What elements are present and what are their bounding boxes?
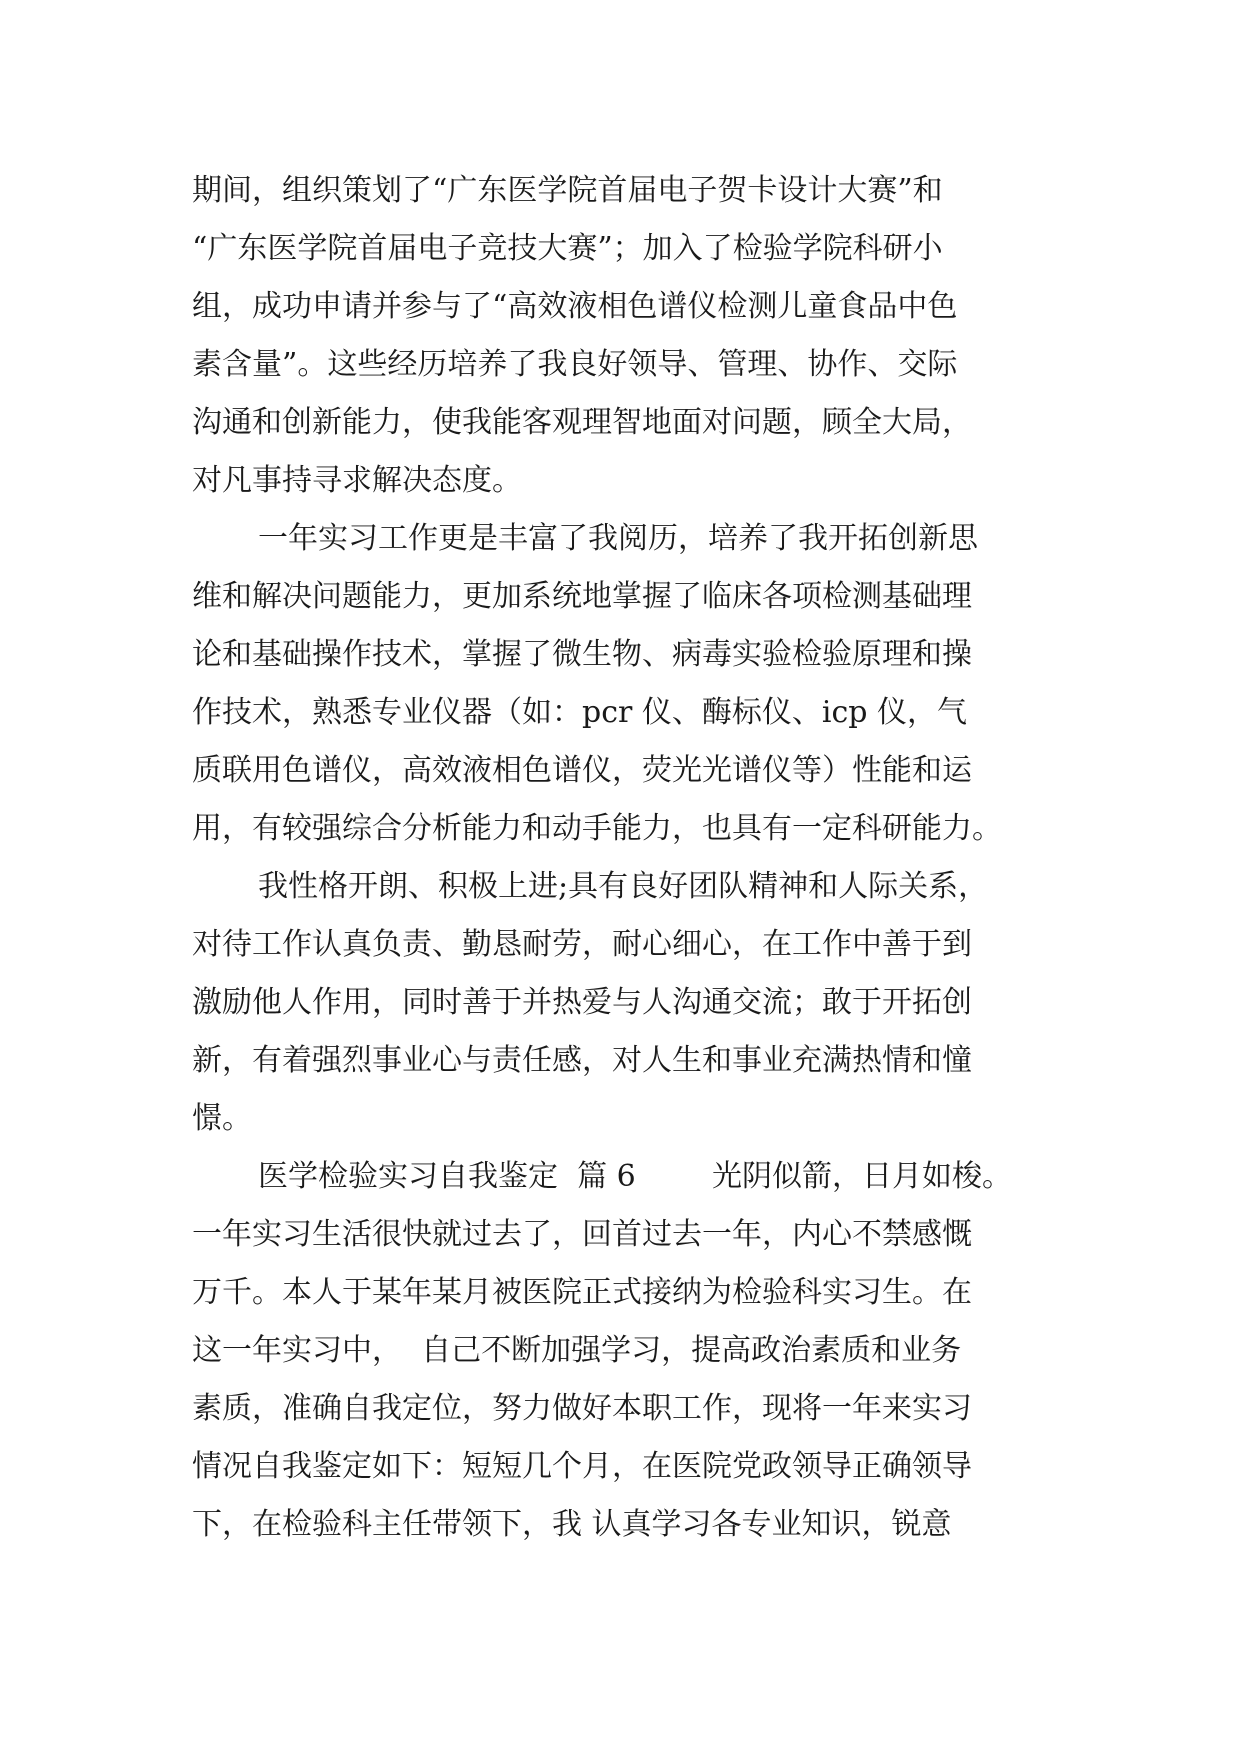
text-line: 情况自我鉴定如下：短短几个月，在医院党政领导正确领导 <box>192 1449 972 1484</box>
text-line: 组，成功申请并参与了“高效液相色谱仪检测儿童食品中色 <box>192 289 958 324</box>
text-line: “广东医学院首届电子竞技大赛”；加入了检验学院科研小 <box>192 231 943 266</box>
text-line: 沟通和创新能力，使我能客观理智地面对问题，顾全大局， <box>192 405 972 440</box>
text-line: 对凡事持寻求解决态度。 <box>192 463 522 498</box>
text-line: 论和基础操作技术，掌握了微生物、病毒实验检验原理和操 <box>192 637 972 672</box>
text-line: 维和解决问题能力，更加系统地掌握了临床各项检测基础理 <box>192 579 972 614</box>
text-line: 激励他人作用，同时善于并热爱与人沟通交流；敢于开拓创 <box>192 985 972 1020</box>
text-line: 万千。本人于某年某月被医院正式接纳为检验科实习生。在 <box>192 1275 972 1310</box>
body-text <box>192 162 1052 1554</box>
section-heading-line: 医学检验实习自我鉴定 篇 6 光阴似箭，日月如梭。 <box>258 1159 1012 1194</box>
text-line: 用，有较强综合分析能力和动手能力，也具有一定科研能力。 <box>192 811 1002 846</box>
text-line: 一年实习工作更是丰富了我阅历，培养了我开拓创新思 <box>258 521 978 556</box>
text-line: 新，有着强烈事业心与责任感，对人生和事业充满热情和憧 <box>192 1043 972 1078</box>
text-line: 质联用色谱仪，高效液相色谱仪，荧光光谱仪等）性能和运 <box>192 753 972 788</box>
text-line: 对待工作认真负责、勤恳耐劳，耐心细心，在工作中善于到 <box>192 927 972 962</box>
text-line: 素质，准确自我定位，努力做好本职工作，现将一年来实习 <box>192 1391 972 1426</box>
text-line: 期间，组织策划了“广东医学院首届电子贺卡设计大赛”和 <box>192 173 943 208</box>
text-line: 憬。 <box>192 1101 252 1136</box>
text-line: 下，在检验科主任带领下，我 认真学习各专业知识，锐意 <box>192 1507 952 1542</box>
text-line: 这一年实习中， 自己不断加强学习，提高政治素质和业务 <box>192 1333 962 1368</box>
text-line: 一年实习生活很快就过去了，回首过去一年，内心不禁感慨 <box>192 1217 972 1252</box>
text-line: 作技术，熟悉专业仪器（如：pcr 仪、酶标仪、icp 仪，气 <box>192 695 968 730</box>
text-line: 素含量”。这些经历培养了我良好领导、管理、协作、交际 <box>192 347 958 382</box>
text-line: 我性格开朗、积极上进;具有良好团队精神和人际关系， <box>258 869 989 904</box>
